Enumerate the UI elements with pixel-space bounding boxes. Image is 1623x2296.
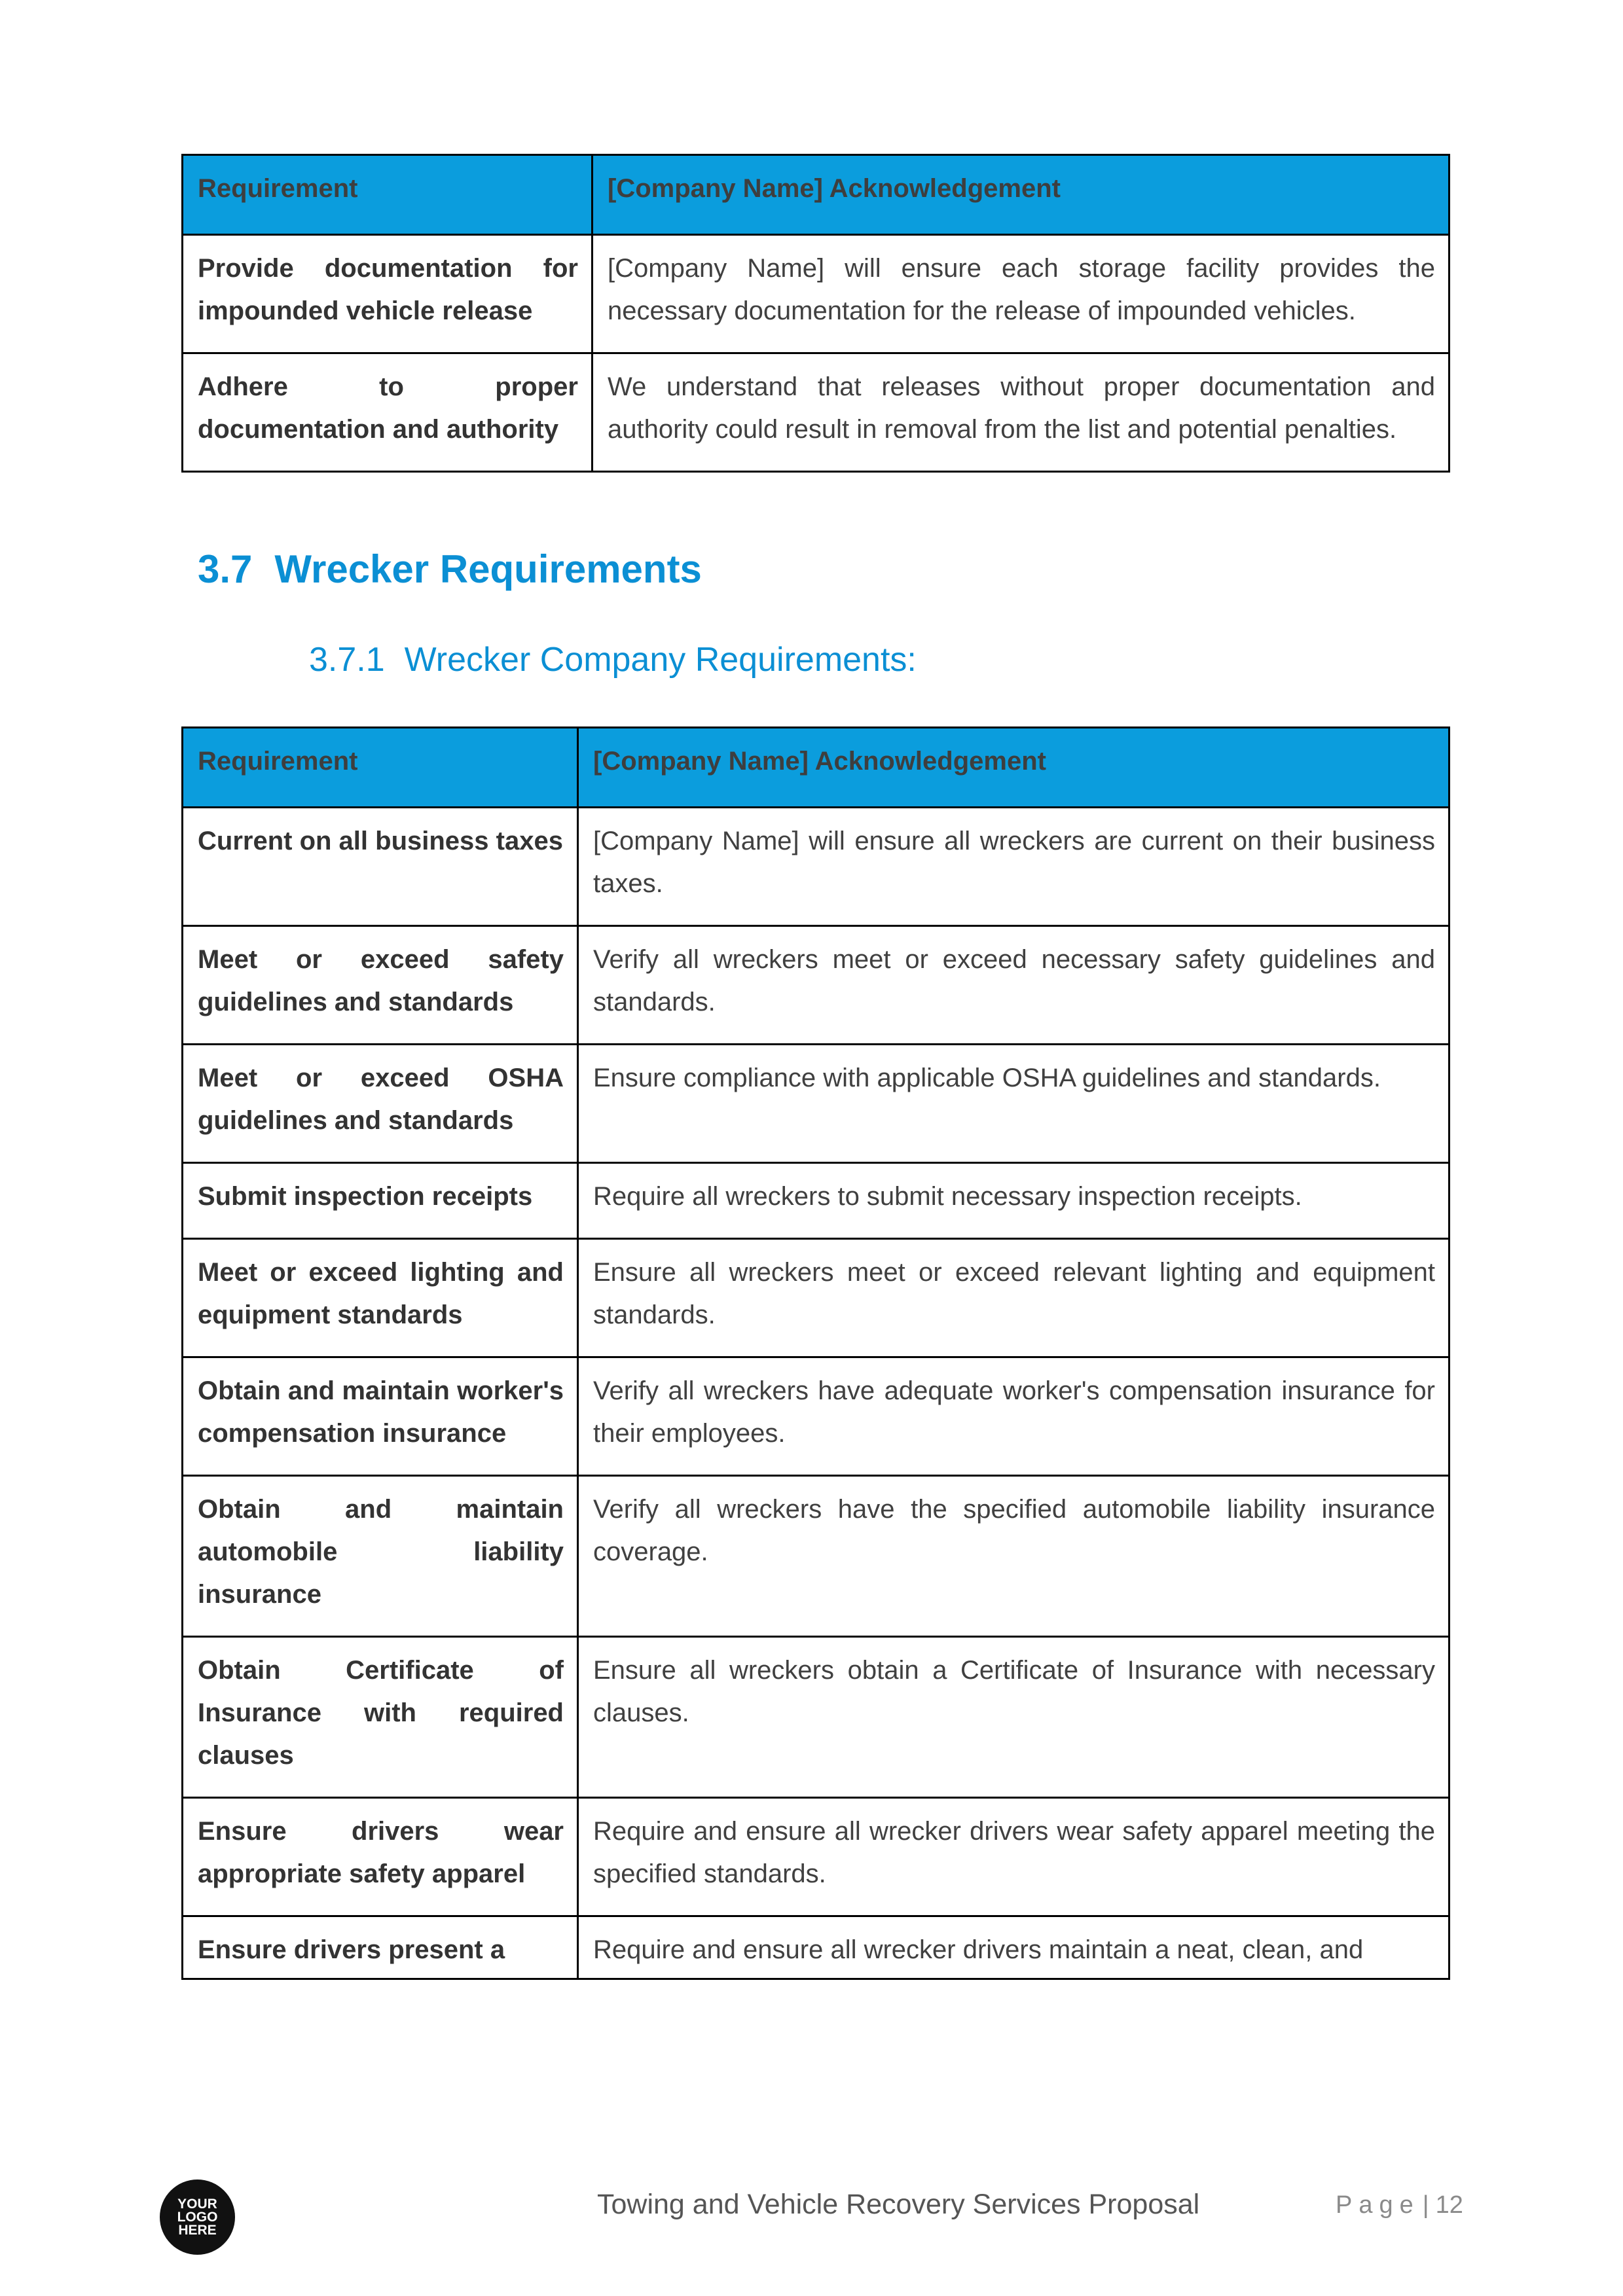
requirement-cell: Current on all business taxes: [183, 808, 578, 926]
footer-document-title: Towing and Vehicle Recovery Services Proposal: [597, 2189, 1200, 2220]
table-row: [183, 1916, 1450, 1979]
acknowledgement-cell: Verify all wreckers meet or exceed necessary safety guidelines and standards.: [578, 926, 1450, 1045]
acknowledgement-cell: Verify all wreckers have the specified automobile liability insurance coverage.: [578, 1476, 1450, 1637]
table-row: [183, 1163, 1450, 1239]
requirement-column-header: Requirement: [183, 728, 578, 808]
table-row: [183, 353, 1450, 472]
subsection-title: Wrecker Company Requirements:: [404, 641, 917, 679]
table-header-row: [183, 728, 1450, 808]
logo-line: HERE: [178, 2222, 217, 2238]
table-row: [183, 1239, 1450, 1357]
page-separator: |: [1422, 2191, 1429, 2219]
acknowledgement-cell: Ensure all wreckers obtain a Certificate of Insurance with necessary clauses.: [578, 1637, 1450, 1798]
requirement-cell: Meet or exceed OSHA guidelines and standards: [183, 1045, 578, 1163]
subsection-heading: [309, 640, 917, 679]
table-row: [183, 1798, 1450, 1916]
requirement-cell: Ensure drivers present a: [183, 1916, 578, 1979]
table-row: [183, 1637, 1450, 1798]
requirement-cell: Obtain Certificate of Insurance with required clauses: [183, 1637, 578, 1798]
table-row: [183, 1045, 1450, 1163]
page-label: Page: [1336, 2191, 1420, 2219]
acknowledgement-cell: Ensure compliance with applicable OSHA guidelines and standards.: [578, 1045, 1450, 1163]
acknowledgement-column-header: [Company Name] Acknowledgement: [578, 728, 1450, 808]
requirement-cell: Ensure drivers wear appropriate safety apparel: [183, 1798, 578, 1916]
acknowledgement-cell: Require all wreckers to submit necessary inspection receipts.: [578, 1163, 1450, 1239]
acknowledgement-cell: Require and ensure all wrecker drivers wear safety apparel meeting the specified standards.: [578, 1798, 1450, 1916]
acknowledgement-cell: Verify all wreckers have adequate worker's compensation insurance for their employees.: [578, 1357, 1450, 1476]
requirement-cell: Obtain and maintain automobile liability insurance: [183, 1476, 578, 1637]
table-row: [183, 808, 1450, 926]
storage-requirements-table: [181, 154, 1450, 473]
section-title: Wrecker Requirements: [274, 547, 702, 591]
logo-line: LOGO: [177, 2209, 218, 2225]
section-number: 3.7: [198, 547, 253, 591]
company-logo: [160, 2179, 235, 2255]
acknowledgement-cell: Ensure all wreckers meet or exceed relevant lighting and equipment standards.: [578, 1239, 1450, 1357]
requirement-cell: Submit inspection receipts: [183, 1163, 578, 1239]
table-row: [183, 1357, 1450, 1476]
subsection-number: 3.7.1: [309, 641, 385, 679]
acknowledgement-cell: [Company Name] will ensure each storage facility provides the necessary documentation for the release of impounded vehicles.: [593, 235, 1450, 353]
acknowledgement-cell: [Company Name] will ensure all wreckers are current on their business taxes.: [578, 808, 1450, 926]
table-header-row: [183, 155, 1450, 235]
table-row: [183, 235, 1450, 353]
acknowledgement-column-header: [Company Name] Acknowledgement: [593, 155, 1450, 235]
acknowledgement-cell: We understand that releases without proper documentation and authority could result in removal from the list and potential penalties.: [593, 353, 1450, 472]
requirement-cell: Meet or exceed safety guidelines and standards: [183, 926, 578, 1045]
page-number: 12: [1435, 2191, 1463, 2219]
requirement-cell: Obtain and maintain worker's compensation insurance: [183, 1357, 578, 1476]
requirement-cell: Adhere to proper documentation and authority: [183, 353, 593, 472]
table-row: [183, 926, 1450, 1045]
logo-line: YOUR: [177, 2196, 217, 2212]
footer-page-indicator: [1336, 2191, 1463, 2219]
acknowledgement-cell: Require and ensure all wrecker drivers maintain a neat, clean, and: [578, 1916, 1450, 1979]
requirement-column-header: Requirement: [183, 155, 593, 235]
requirement-cell: Provide documentation for impounded vehicle release: [183, 235, 593, 353]
wrecker-requirements-table: [181, 726, 1450, 1980]
table-row: [183, 1476, 1450, 1637]
requirement-cell: Meet or exceed lighting and equipment standards: [183, 1239, 578, 1357]
section-heading: [198, 547, 702, 592]
